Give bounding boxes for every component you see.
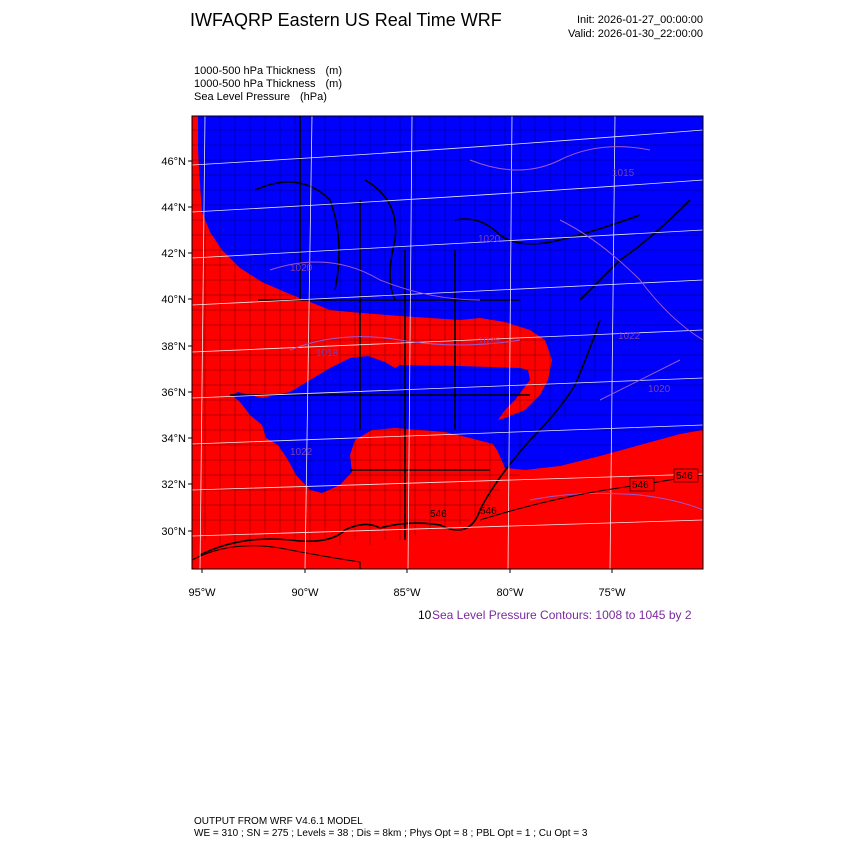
slp-label: 1020 (478, 234, 501, 245)
contour-note-fragment: 10 (418, 608, 432, 622)
slp-contour-note: Sea Level Pressure Contours: 1008 to 1045 by 2 (432, 608, 692, 622)
slp-label: 1022 (618, 331, 641, 342)
lat-label: 40°N (161, 294, 186, 306)
lon-label: 95°W (188, 587, 216, 599)
slp-label: 1015 (612, 168, 635, 179)
slp-label: 1020 (290, 263, 313, 274)
lat-label: 30°N (161, 526, 186, 538)
thickness-label: 546 (632, 480, 649, 491)
map-field (192, 116, 703, 569)
thickness-label: 546 (676, 471, 693, 482)
slp-label: 1020 (648, 384, 671, 395)
slp-label: 1025 (478, 336, 501, 347)
lat-label: 38°N (161, 341, 186, 353)
field-unit: (m) (325, 65, 342, 77)
thickness-label: 546 (430, 509, 447, 520)
lat-ticks (188, 161, 192, 531)
lat-label: 42°N (161, 248, 186, 260)
lat-label: 46°N (161, 156, 186, 168)
slp-label: 1022 (290, 447, 313, 458)
field-name: 1000-500 hPa Thickness (194, 65, 316, 77)
longitude-labels (188, 569, 626, 599)
lon-label: 75°W (598, 587, 626, 599)
field-name: Sea Level Pressure (194, 91, 290, 103)
init-time: Init: 2026-01-27_00:00:00 (577, 14, 703, 26)
lat-label: 36°N (161, 387, 186, 399)
model-info-line1: OUTPUT FROM WRF V4.6.1 MODEL (194, 816, 363, 827)
latitude-labels (161, 156, 192, 538)
field-unit: (hPa) (300, 91, 327, 103)
lat-label: 32°N (161, 479, 186, 491)
slp-label: 1018 (316, 348, 339, 359)
lon-label: 80°W (496, 587, 524, 599)
plot-title: IWFAQRP Eastern US Real Time WRF (190, 10, 502, 30)
lon-label: 85°W (393, 587, 421, 599)
field-unit: (m) (325, 78, 342, 90)
lon-label: 90°W (291, 587, 319, 599)
field-name: 1000-500 hPa Thickness (194, 78, 316, 90)
lat-label: 44°N (161, 202, 186, 214)
valid-time: Valid: 2026-01-30_22:00:00 (568, 28, 703, 40)
lat-label: 34°N (161, 433, 186, 445)
thickness-label: 546 (480, 506, 497, 517)
lon-ticks (202, 569, 612, 573)
model-info-line2: WE = 310 ; SN = 275 ; Levels = 38 ; Dis = 8km ; Phys Opt = 8 ; PBL Opt = 1 ; Cu Opt = 3 (194, 828, 588, 839)
